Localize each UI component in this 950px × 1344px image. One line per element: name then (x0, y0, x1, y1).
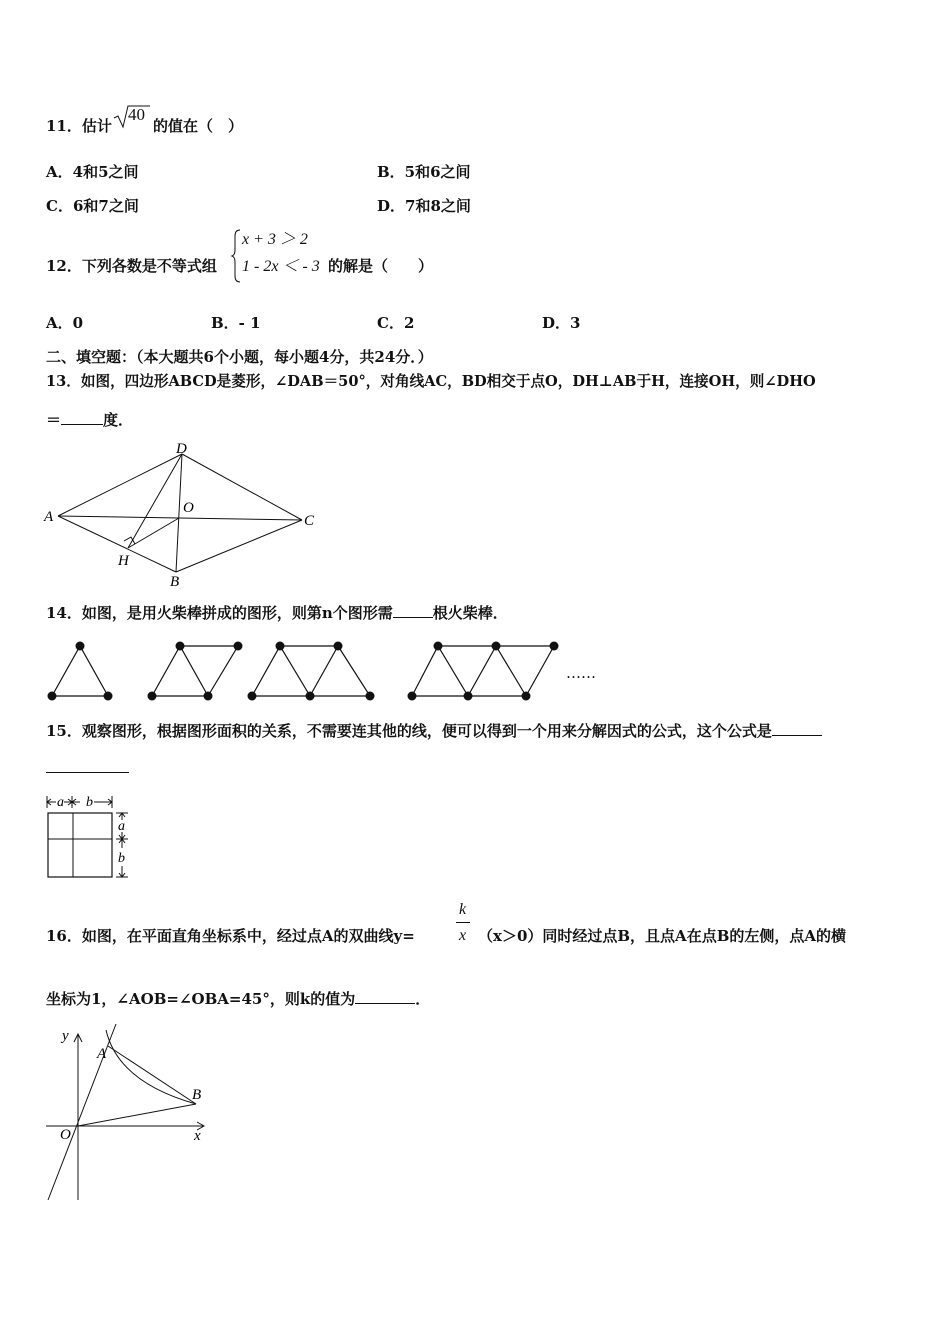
segment-ab (108, 1046, 196, 1104)
edge-cb (176, 520, 302, 572)
q11-stem (46, 117, 112, 135)
brace-icon (230, 228, 242, 284)
q11-option-b: B．5和6之间 (377, 163, 471, 181)
answer-blank-continuation (46, 772, 129, 773)
label-b: B (192, 1087, 202, 1103)
q14-stem-suffix: 根火柴棒． (432, 604, 508, 622)
segment-ob (78, 1104, 196, 1126)
rhombus-figure (40, 438, 330, 590)
q12-option-b: B．- 1 (211, 314, 261, 332)
q16-frac-denominator: x (459, 927, 467, 944)
q14-ellipsis: …… (566, 664, 596, 682)
q11-option-c: C．6和7之间 (46, 197, 139, 215)
label-o: O (60, 1127, 71, 1143)
section-title: 二、填空题：（本大题共6个小题，每小题4分，共24分．） (46, 348, 433, 366)
q16-line2 (46, 989, 430, 1008)
label-b-side: b (118, 851, 125, 866)
segment-oh (128, 518, 179, 548)
diagonal-ac (58, 516, 302, 520)
q12-stem-prefix: 12．下列各数是不等式组 (46, 257, 217, 275)
label-x: x (194, 1128, 201, 1144)
q11-option-d: D．7和8之间 (377, 197, 471, 215)
label-a: A (44, 509, 54, 525)
label-d: D (176, 441, 187, 457)
label-o: O (183, 500, 194, 516)
label-b: B (170, 574, 180, 590)
q14-stem (46, 603, 508, 622)
q12-option-a: A．0 (46, 314, 84, 332)
q16-line2-prefix: 坐标为1，∠AOB=∠OBA=45°，则k的值为 (46, 990, 356, 1008)
q14-stem-prefix: 14．如图，是用火柴棒拼成的图形，则第n个图形需 (46, 604, 393, 622)
q15-stem-text: 15．观察图形，根据图形面积的关系，不需要连其他的线，便可以得到一个用来分解因式的公式，这个公式是 (46, 722, 772, 740)
label-c: C (304, 513, 315, 529)
answer-blank (772, 721, 822, 736)
q12-inequality-1: x + 3 ＞ 2 (242, 231, 308, 248)
matchstick-figures (40, 636, 610, 706)
label-a: A (97, 1046, 107, 1062)
edge-ba (58, 516, 176, 572)
q13-degree: 度． (103, 411, 134, 429)
q16-stem-prefix: 16．如图，在平面直角坐标系中，经过点A的双曲线y= (46, 927, 415, 945)
coordinate-figure (44, 1022, 224, 1206)
q12-option-d: D．3 (542, 314, 581, 332)
q13-stem-line2 (46, 410, 133, 429)
q15-stem (46, 721, 822, 740)
q12-stem-suffix: 的解是（ ） (328, 257, 434, 275)
edge-dc (182, 454, 302, 520)
segment-dh (128, 454, 182, 548)
label-a-side: a (118, 819, 125, 834)
q13-stem-line1: 13．如图，四边形ABCD是菱形，∠DAB＝50°，对角线AC，BD相交于点O，DH⊥AB于H，连接OH，则∠DHO (46, 373, 816, 390)
edge-ad (58, 454, 182, 516)
label-h: H (118, 553, 129, 569)
q16-frac-numerator: k (459, 901, 467, 918)
q16-stem-suffix: （x＞0）同时经过点B，且点A在点B的左侧，点A的横 (478, 927, 847, 945)
q12-option-c: C．2 (377, 314, 415, 332)
diagonal-bd (176, 454, 182, 572)
q12-inequality-2: 1 - 2x ＜ - 3 (242, 258, 320, 275)
q11-radicand: 40 (128, 105, 145, 124)
label-b-top: b (86, 795, 93, 810)
label-a-top: a (57, 795, 64, 810)
square-area-figure (44, 792, 134, 884)
label-y: y (62, 1028, 69, 1044)
q11-stem-prefix: 11．估计 (46, 117, 112, 135)
answer-blank (393, 603, 433, 618)
hyperbola-curve (106, 1030, 196, 1104)
answer-blank (61, 410, 103, 425)
fraction-bar (456, 922, 470, 923)
q13-equals: ＝ (46, 411, 62, 429)
q11-stem-suffix: 的值在（ ） (153, 117, 244, 135)
q16-line2-suffix: ． (415, 990, 431, 1008)
answer-blank (355, 989, 415, 1004)
q11-option-a: A．4和5之间 (46, 163, 139, 181)
